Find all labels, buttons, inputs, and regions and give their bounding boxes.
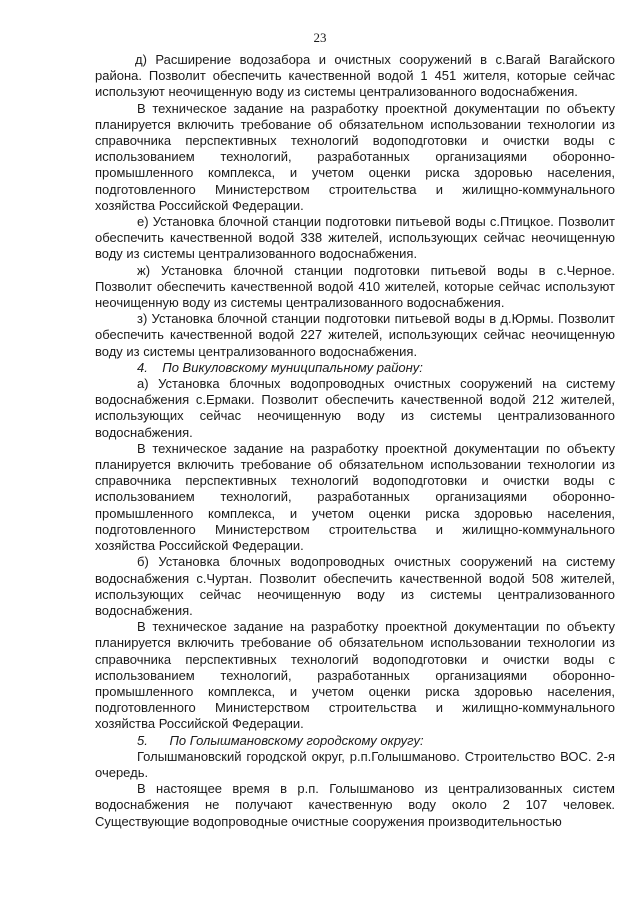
paragraph-item-zh: ж) Установка блочной станции подготовки питьевой воды в с.Черное. Позволит обеспечить качественной водой 410 жителей, которые сейчас используют неочищенную воду из системы централизованного водоснабжения. [95,262,615,311]
section-heading-golyshmanovsky: 5. По Голышмановскому городскому округу: [137,732,424,748]
paragraph-item-d: д) Расширение водозабора и очистных сооружений в с.Вагай Вагайского района. Позволит обеспечить качественной водой 1 451 жителя, которые сейчас используют неочищенную воду из системы централизованного водоснабжения. [95,52,615,100]
paragraph-golyshmanovo-construction: Голышмановский городской округ, р.п.Голышманово. Строительство ВОС. 2-я очередь. [95,748,615,780]
paragraph-item-b: б) Установка блочных водопроводных очистных сооружений на систему водоснабжения с.Чуртан. Позволит обеспечить качественной водой 508 жителей, использующих сейчас неочищенную воду из системы централизованного водоснабжения. [95,554,615,618]
paragraph-golyshmanovo-current-state: В настоящее время в р.п. Голышманово из централизованных систем водоснабжения не получают качественную воду около 2 107 человек. Существующие водопроводные очистные сооружения производительностью [95,781,615,829]
paragraph-item-a: а) Установка блочных водопроводных очистных сооружений на систему водоснабжения с.Ермаки. Позволит обеспечить качественной водой 212 жителей, использующих сейчас неочищенную воду из системы централизованного водоснабжения. [95,376,615,440]
page-number: 23 [313,30,327,45]
paragraph-technical-task: В техническое задание на разработку проектной документации по объекту планируется включить требование об обязательном использовании технологии из справочника перспективных технологий водоподготовки и очистки воды с использованием технологий, разработанных организациями оборонно-промышленного комплекса, и учетом оценки риска здоровью населения, подготовленного Министерством строительства и жилищно-коммунального хозяйства Российской Федерации. [95,619,615,732]
document-body [95,52,615,830]
section-heading-vikulovsky: 4. По Викуловскому муниципальному району: [137,359,423,375]
paragraph-item-z: з) Установка блочной станции подготовки питьевой воды в д.Юрмы. Позволит обеспечить качественной водой 227 жителей, использующих сейчас неочищенную воду из системы централизованного водоснабжения. [95,311,615,359]
paragraph-technical-task: В техническое задание на разработку проектной документации по объекту планируется включить требование об обязательном использовании технологии из справочника перспективных технологий водоподготовки и очистки воды с использованием технологий, разработанных организациями оборонно-промышленного комплекса, и учетом оценки риска здоровью населения, подготовленного Министерством строительства и жилищно-коммунального хозяйства Российской Федерации. [95,440,615,554]
paragraph-item-e: е) Установка блочной станции подготовки питьевой воды с.Птицкое. Позволит обеспечить качественной водой 338 жителей, использующих сейчас неочищенную воду из системы централизованного водоснабжения. [95,214,615,262]
paragraph-technical-task: В техническое задание на разработку проектной документации по объекту планируется включить требование об обязательном использовании технологии из справочника перспективных технологий водоподготовки и очистки воды с использованием технологий, разработанных организациями оборонно-промышленного комплекса, и учетом оценки риска здоровью населения, подготовленного Министерством строительства и жилищно-коммунального хозяйства Российской Федерации. [95,100,615,213]
